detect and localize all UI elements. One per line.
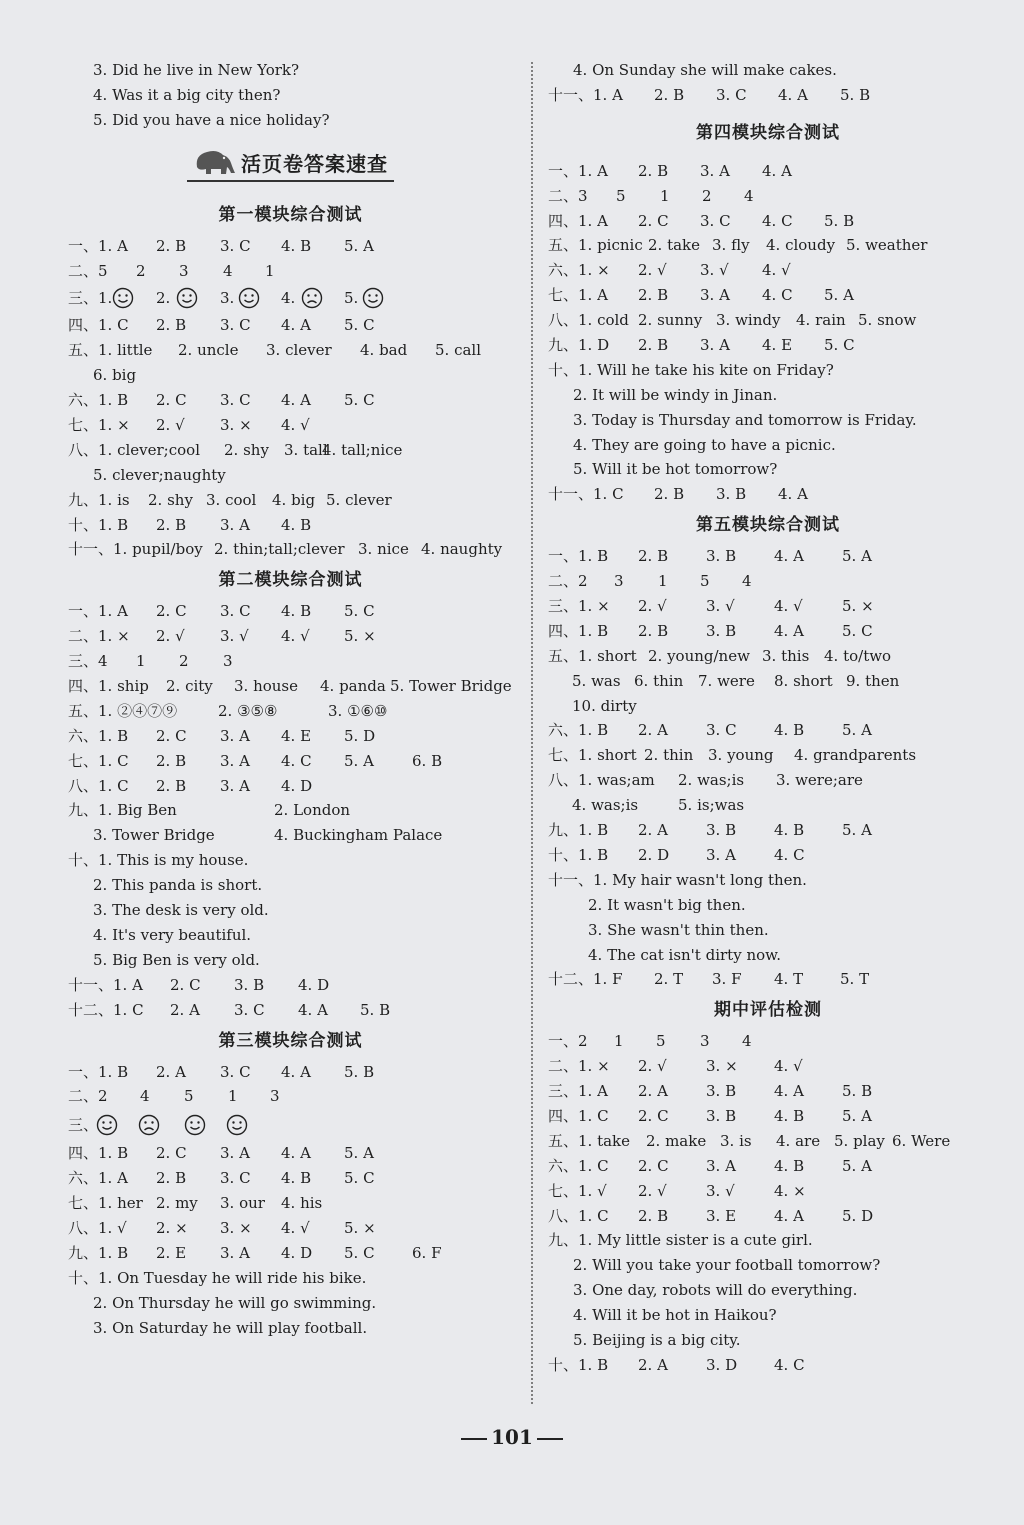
answer-line: 三、1. × 2. √ 3. √ 4. √ 5. × — [548, 597, 874, 616]
answer-line: 七、1. short 2. thin 3. young 4. grandparents — [548, 746, 917, 765]
banner-title: 活页卷答案速查 — [241, 151, 388, 176]
answer-line: 八、1. clever;cool 2. shy 3. tall 4. tall;nice — [68, 440, 403, 459]
face-answer-line: 三、 — [68, 1109, 513, 1141]
answer-line: 2. It wasn't big then. — [588, 895, 746, 914]
sad-face-icon — [301, 287, 323, 309]
answer-line: 九、1. Big Ben 2. London — [68, 801, 351, 820]
answer-line: 七、1. her 2. my 3. our 4. his — [68, 1194, 323, 1213]
answer-line: 六、1. × 2. √ 3. √ 4. √ — [548, 261, 791, 280]
answer-line: 二、1. × 2. √ 3. √ 4. √ 5. × — [68, 627, 376, 646]
answer-line: 二、3 5 1 2 4 — [548, 186, 754, 205]
face-answer-line: 三、1. 2. 3. 4. 5. — [68, 283, 513, 313]
answer-line: 3. The desk is very old. — [93, 901, 269, 920]
answer-line: 二、2 4 5 1 3 — [68, 1087, 280, 1106]
answer-line: 3. Today is Thursday and tomorrow is Friday. — [573, 410, 917, 429]
answer-line: 八、1. √ 2. × 3. × 4. √ 5. × — [68, 1218, 376, 1237]
answer-line: 2. Will you take your football tomorrow? — [573, 1256, 881, 1275]
answer-line: 4. The cat isn't dirty now. — [588, 945, 781, 964]
answer-line: 4. On Sunday she will make cakes. — [573, 61, 837, 79]
answer-line: 二、1. × 2. √ 3. × 4. √ — [548, 1057, 803, 1076]
sad-face-icon — [138, 1114, 160, 1136]
answer-line: 七、1. √ 2. √ 3. √ 4. × — [548, 1181, 806, 1200]
answer-line: 九、1. is 2. shy 3. cool 4. big 5. clever — [68, 490, 392, 509]
answer-line: 5. Did you have a nice holiday? — [93, 110, 330, 129]
answer-line: 六、1. A 2. B 3. C 4. B 5. C — [68, 1169, 375, 1188]
answer-line: 2. It will be windy in Jinan. — [573, 385, 778, 404]
smile-face-icon — [176, 287, 198, 309]
answer-line: 5. was 6. thin 7. were 8. short 9. then — [572, 671, 900, 690]
answer-line: 10. dirty — [572, 696, 637, 715]
answer-line: 十、1. B 2. B 3. A 4. B — [68, 515, 312, 534]
section-title: 第四模块综合测试 — [696, 122, 840, 143]
answer-line: 四、1. ship 2. city 3. house 4. panda 5. Tower Bridge — [68, 677, 512, 696]
smile-face-icon — [362, 287, 384, 309]
column-divider — [531, 62, 533, 1404]
answer-line: 一、1. B 2. B 3. B 4. A 5. A — [548, 547, 872, 566]
answer-line: 六、1. B 2. C 3. A 4. E 5. D — [68, 726, 376, 745]
left-column — [68, 58, 513, 1340]
answer-line: 一、1. A 2. B 3. A 4. A — [548, 161, 792, 180]
answer-line: 十一、1. A 2. B 3. C 4. A 5. B — [548, 85, 871, 104]
answer-line: 5. clever;naughty — [93, 465, 226, 484]
answer-line: 六、1. C 2. C 3. A 4. B 5. A — [548, 1156, 872, 1175]
section-title: 第三模块综合测试 — [218, 1030, 363, 1051]
answer-line: 一、2 1 5 3 4 — [548, 1032, 752, 1051]
smile-face-icon — [184, 1114, 206, 1136]
answer-line: 3. Did he live in New York? — [93, 61, 300, 79]
smile-face-icon — [96, 1114, 118, 1136]
smile-face-icon — [226, 1114, 248, 1136]
answer-line: 十一、1. pupil/boy 2. thin;tall;clever 3. nice 4. naughty — [68, 540, 503, 559]
answer-line: 八、1. cold 2. sunny 3. windy 4. rain 5. snow — [548, 311, 917, 330]
section-title: 第五模块综合测试 — [696, 515, 840, 536]
answer-line: 五、1. short 2. young/new 3. this 4. to/two — [548, 646, 892, 665]
answer-line: 十、1. B 2. D 3. A 4. C — [548, 845, 805, 864]
answer-line: 三、4 1 2 3 — [68, 652, 233, 671]
answer-line: 四、1. C 2. C 3. B 4. B 5. A — [548, 1106, 872, 1125]
answer-line: 十一、1. A 2. C 3. B 4. D — [68, 975, 330, 994]
answer-line: 五、1. ②④⑦⑨ 2. ③⑤⑧ 3. ①⑥⑩ — [68, 701, 388, 720]
answer-line: 十、1. B 2. A 3. D 4. C — [548, 1355, 805, 1374]
answer-line: 六、1. B 2. A 3. C 4. B 5. A — [548, 721, 872, 740]
smile-face-icon — [112, 287, 134, 309]
section-title: 第二模块综合测试 — [218, 570, 363, 591]
answer-line: 3. One day, robots will do everything. — [573, 1281, 858, 1300]
answer-line: 四、1. B 2. C 3. A 4. A 5. A — [68, 1144, 374, 1163]
answer-line: 三、1. A 2. A 3. B 4. A 5. B — [548, 1082, 873, 1101]
answer-line: 七、1. C 2. B 3. A 4. C 5. A 6. B — [68, 751, 443, 770]
elephant-icon — [193, 147, 237, 177]
answer-line: 4. Will it be hot in Haikou? — [573, 1306, 777, 1325]
answer-line: 3. She wasn't thin then. — [588, 920, 769, 939]
section-title: 期中评估检测 — [714, 1000, 822, 1021]
answer-line: 四、1. C 2. B 3. C 4. A 5. C — [68, 316, 375, 335]
section-title: 第一模块综合测试 — [218, 204, 363, 225]
answer-line: 4. They are going to have a picnic. — [573, 435, 836, 454]
answer-banner — [68, 133, 513, 197]
page-number: 101 — [0, 1425, 1024, 1449]
answer-line: 5. Will it be hot tomorrow? — [573, 460, 778, 479]
answer-line: 2. This panda is short. — [93, 876, 263, 895]
answer-line: 2. On Thursday he will go swimming. — [93, 1293, 377, 1312]
answer-line: 6. big — [93, 366, 137, 385]
answer-line: 4. was;is 5. is;was — [572, 796, 745, 815]
answer-line: 十、1. Will he take his kite on Friday? — [548, 360, 834, 379]
answer-line: 3. On Saturday he will play football. — [93, 1318, 368, 1337]
answer-line: 七、1. A 2. B 3. A 4. C 5. A — [548, 286, 854, 305]
answer-line: 四、1. A 2. C 3. C 4. C 5. B — [548, 211, 855, 230]
answer-line: 十、1. This is my house. — [68, 851, 249, 870]
answer-line: 十二、1. C 2. A 3. C 4. A 5. B — [68, 1000, 391, 1019]
answer-line: 十一、1. My hair wasn't long then. — [548, 870, 807, 889]
answer-line: 五、1. picnic 2. take 3. fly 4. cloudy 5. weather — [548, 236, 928, 255]
smile-face-icon — [238, 287, 260, 309]
answer-line: 九、1. B 2. A 3. B 4. B 5. A — [548, 821, 872, 840]
answer-line: 5. Big Ben is very old. — [93, 950, 260, 969]
answer-line: 九、1. D 2. B 3. A 4. E 5. C — [548, 336, 855, 355]
answer-line: 5. Beijing is a big city. — [573, 1330, 741, 1349]
answer-line: 九、1. B 2. E 3. A 4. D 5. C 6. F — [68, 1243, 442, 1262]
answer-line: 六、1. B 2. C 3. C 4. A 5. C — [68, 391, 375, 410]
answer-line: 二、2 3 1 5 4 — [548, 572, 752, 591]
answer-line: 八、1. C 2. B 3. E 4. A 5. D — [548, 1206, 874, 1225]
answer-line: 十、1. On Tuesday he will ride his bike. — [68, 1268, 367, 1287]
answer-line: 十二、1. F 2. T 3. F 4. T 5. T — [548, 970, 870, 989]
answer-line: 十一、1. C 2. B 3. B 4. A — [548, 485, 808, 504]
answer-line: 五、1. take 2. make 3. is 4. are 5. play 6. Were — [548, 1131, 951, 1150]
answer-line: 一、1. A 2. B 3. C 4. B 5. A — [68, 236, 374, 255]
answer-line: 七、1. × 2. √ 3. × 4. √ — [68, 416, 310, 435]
answer-line: 九、1. My little sister is a cute girl. — [548, 1231, 813, 1250]
answer-line: 4. Was it a big city then? — [93, 85, 281, 104]
answer-line: 二、5 2 3 4 1 — [68, 261, 275, 280]
answer-line: 四、1. B 2. B 3. B 4. A 5. C — [548, 621, 873, 640]
answer-line: 八、1. was;am 2. was;is 3. were;are — [548, 771, 863, 790]
answer-line: 一、1. B 2. A 3. C 4. A 5. B — [68, 1062, 375, 1081]
answer-line: 一、1. A 2. C 3. C 4. B 5. C — [68, 602, 375, 621]
right-column — [548, 58, 988, 1378]
answer-line: 3. Tower Bridge 4. Buckingham Palace — [93, 826, 443, 845]
answer-line: 五、1. little 2. uncle 3. clever 4. bad 5. call — [68, 341, 482, 360]
answer-line: 4. It's very beautiful. — [93, 925, 252, 944]
answer-line: 八、1. C 2. B 3. A 4. D — [68, 776, 313, 795]
